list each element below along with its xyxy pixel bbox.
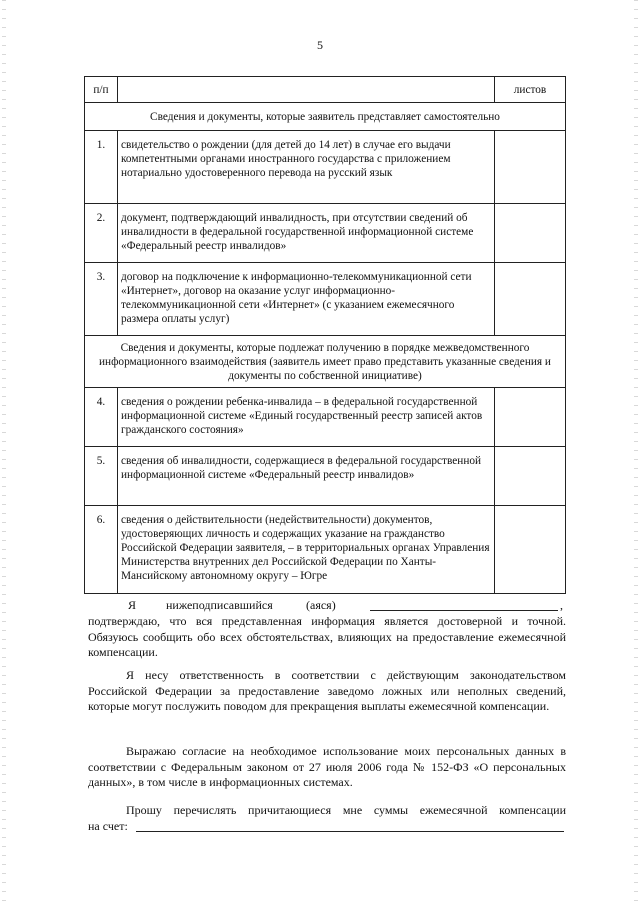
payment-paragraph: Прошу перечислять причитающиеся мне суммы ежемесячной компенсации [126,803,566,817]
row-sheets-cell[interactable] [495,388,566,447]
section-row [85,336,566,388]
declaration-word-i: Я [128,598,137,612]
table-row [85,506,566,594]
row-number: 1. [85,131,118,204]
table-row [85,131,566,204]
row-number: 2. [85,204,118,263]
declaration-text: подтверждаю, что вся представленная информация является достоверной и точной. Обязуюсь сообщить обо всех обстоятельствах, влияющих на предоставление ежемесячной компенсации. [88,614,566,659]
table-header-row [85,77,566,103]
table-row [85,388,566,447]
row-number: 5. [85,447,118,506]
declaration-signature-line [88,598,566,614]
row-sheets-cell[interactable] [495,506,566,594]
section-title: Сведения и документы, которые заявитель представляет самостоятельно [85,103,566,131]
header-sheets: листов [495,77,566,103]
documents-table [84,76,566,594]
account-line [88,819,566,835]
row-description: сведения об инвалидности, содержащиеся в федеральной государственной информационной системе «Федеральный реестр инвалидов» [118,447,495,506]
table-row [85,204,566,263]
row-sheets-cell[interactable] [495,204,566,263]
row-description: свидетельство о рождении (для детей до 14 лет) в случае его выдачи компетентными органами иностранного государства с приложением нотариально удостоверенного перевода на русский язык [118,131,495,204]
table-row [85,447,566,506]
row-description: документ, подтверждающий инвалидность, при отсутствии сведений об инвалидности в федеральной государственной информационной системе «Федеральный реестр инвалидов» [118,204,495,263]
declaration-word-suffix: (аяся) [306,598,336,612]
row-description: сведения о действительности (недействительности) документов, удостоверяющих личность и содержащих указание на гражданство Российской Федерации заявителя, – в территориальных органах Управления Министерства внутренних дел Российской Федерации по Ханты-Мансийскому автономному округу – Югре [118,506,495,594]
account-label: на счет: [88,819,128,833]
account-input-line[interactable] [136,819,564,832]
consent-paragraph: Выражаю согласие на необходимое использование моих персональных данных в соответствии с Федеральным законом от 27 июля 2006 года № 152-ФЗ «О персональных данных», в том числе в информационных системах. [88,744,566,789]
row-sheets-cell[interactable] [495,131,566,204]
row-sheets-cell[interactable] [495,263,566,336]
scan-edge-left [2,0,6,905]
page-number: 5 [317,38,323,52]
section-title: Сведения и документы, которые подлежат получению в порядке межведомственного информационного взаимодействия (заявитель имеет право представить указанные сведения и документы по собственной инициативе) [85,336,566,388]
row-description: договор на подключение к информационно-телекоммуникационной сети «Интернет», договор на оказание услуг информационно-телекоммуникационной сети «Интернет» (с указанием ежемесячного размера оплаты услуг) [118,263,495,336]
name-input-line[interactable] [370,598,558,611]
row-number: 6. [85,506,118,594]
section-row [85,103,566,131]
table-row [85,263,566,336]
responsibility-paragraph: Я несу ответственность в соответствии с действующим законодательством Российской Федерации за предоставление заведомо ложных или неполных сведений, которые могут послужить поводом для прекращения выплаты ежемесячной компенсации. [88,668,566,713]
row-number: 3. [85,263,118,336]
header-desc [118,77,495,103]
row-description: сведения о рождении ребенка-инвалида – в федеральной государственной информационной системе «Единый государственный реестр записей актов гражданского состояния» [118,388,495,447]
row-sheets-cell[interactable] [495,447,566,506]
header-num: п/п [85,77,118,103]
row-number: 4. [85,388,118,447]
declaration-comma: , [560,598,563,612]
scan-edge-right [634,0,638,905]
declaration-word-undersigned: нижеподписавшийся [166,598,273,612]
